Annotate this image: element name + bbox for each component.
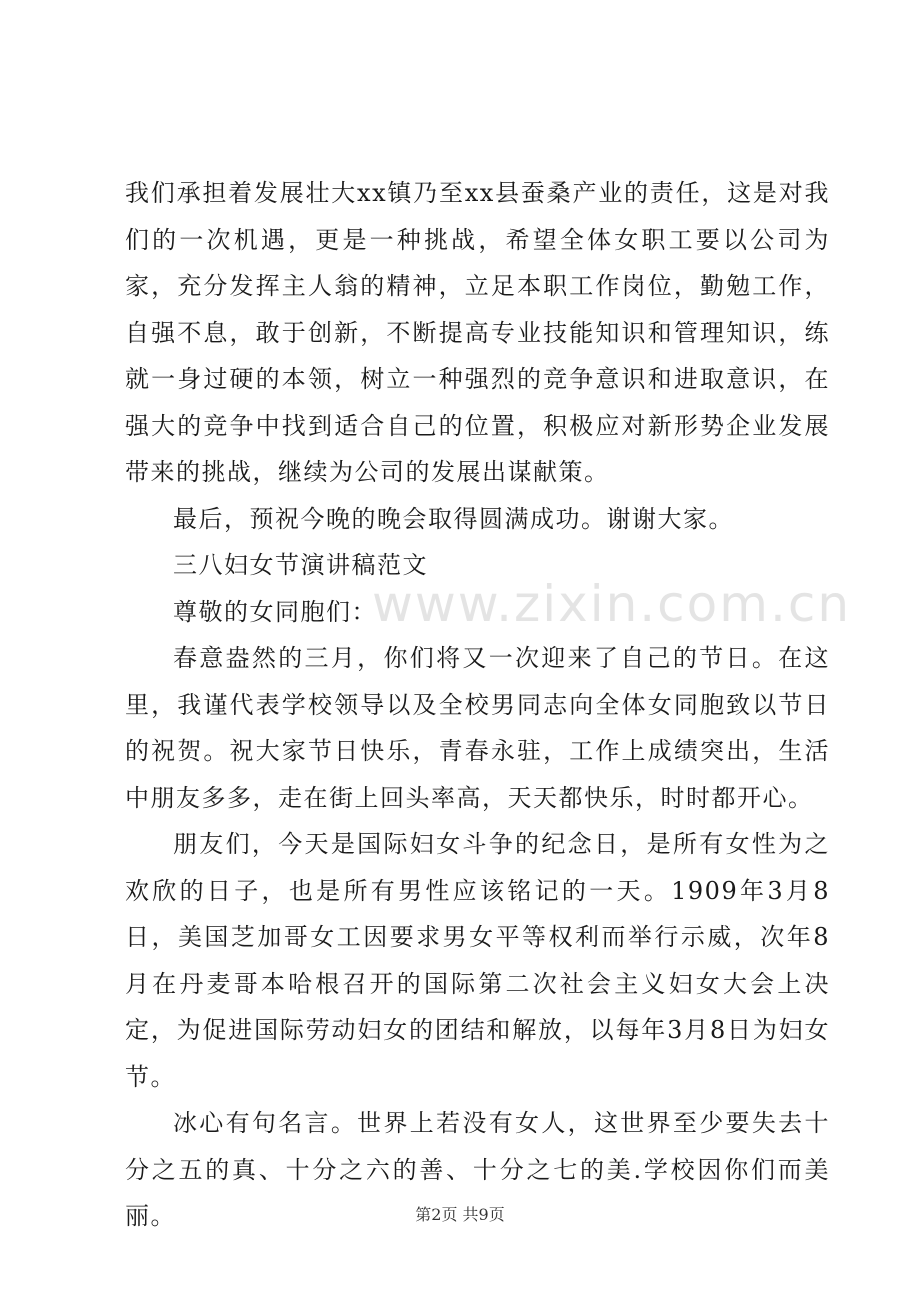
salutation: 尊敬的女同胞们： — [173, 597, 377, 626]
paragraph-2: 最后，预祝今晚的晚会取得圆满成功。谢谢大家。 — [173, 504, 734, 533]
section-title: 三八妇女节演讲稿范文 — [173, 551, 428, 579]
paragraph-5: 春意盎然的三月，你们将又一次迎来了自己的节日。在这里，我谨代表学校领导以及全校男同志向全体女同胞致以节日的祝贺。祝大家节日快乐，青春永驻，工作上成绩突出，生活中朋友多多，走在街上回头率高，天天都快乐，时时都开心。 — [125, 644, 830, 812]
paragraph-1: 我们承担着发展壮大xx镇乃至xx县蚕桑产业的责任，这是对我们的一次机遇，更是一种挑战，希望全体女职工要以公司为家，充分发挥主人翁的精神，立足本职工作岗位，勤勉工作，自强不息，敢于创新，不断提高专业技能知识和管理知识，练就一身过硬的本领，树立一种强烈的竞争意识和进取意识，在强大的竞争中找到适合自己的位置，积极应对新形势企业发展带来的挑战，继续为公司的发展出谋献策。 — [125, 179, 830, 486]
page-footer: 第2页 共9页 — [415, 1205, 505, 1224]
watermark: www.zixin.com.cn — [372, 575, 852, 633]
document-body — [125, 170, 830, 1240]
paragraph-6: 朋友们，今天是国际妇女斗争的纪念日，是所有女性为之欢欣的日子，也是所有男性应该铭记的一天。1909年3月8日，美国芝加哥女工因要求男女平等权利而举行示威，次年8月在丹麦哥本哈根召开的国际第二次社会主义妇女大会上决定，为促进国际劳动妇女的团结和解放，以每年3月8日为妇女节。 — [125, 830, 830, 1091]
paragraph-7: 冰心有句名言。世界上若没有女人，这世界至少要失去十分之五的真、十分之六的善、十分之七的美.学校因你们而美丽。 — [125, 1109, 830, 1230]
